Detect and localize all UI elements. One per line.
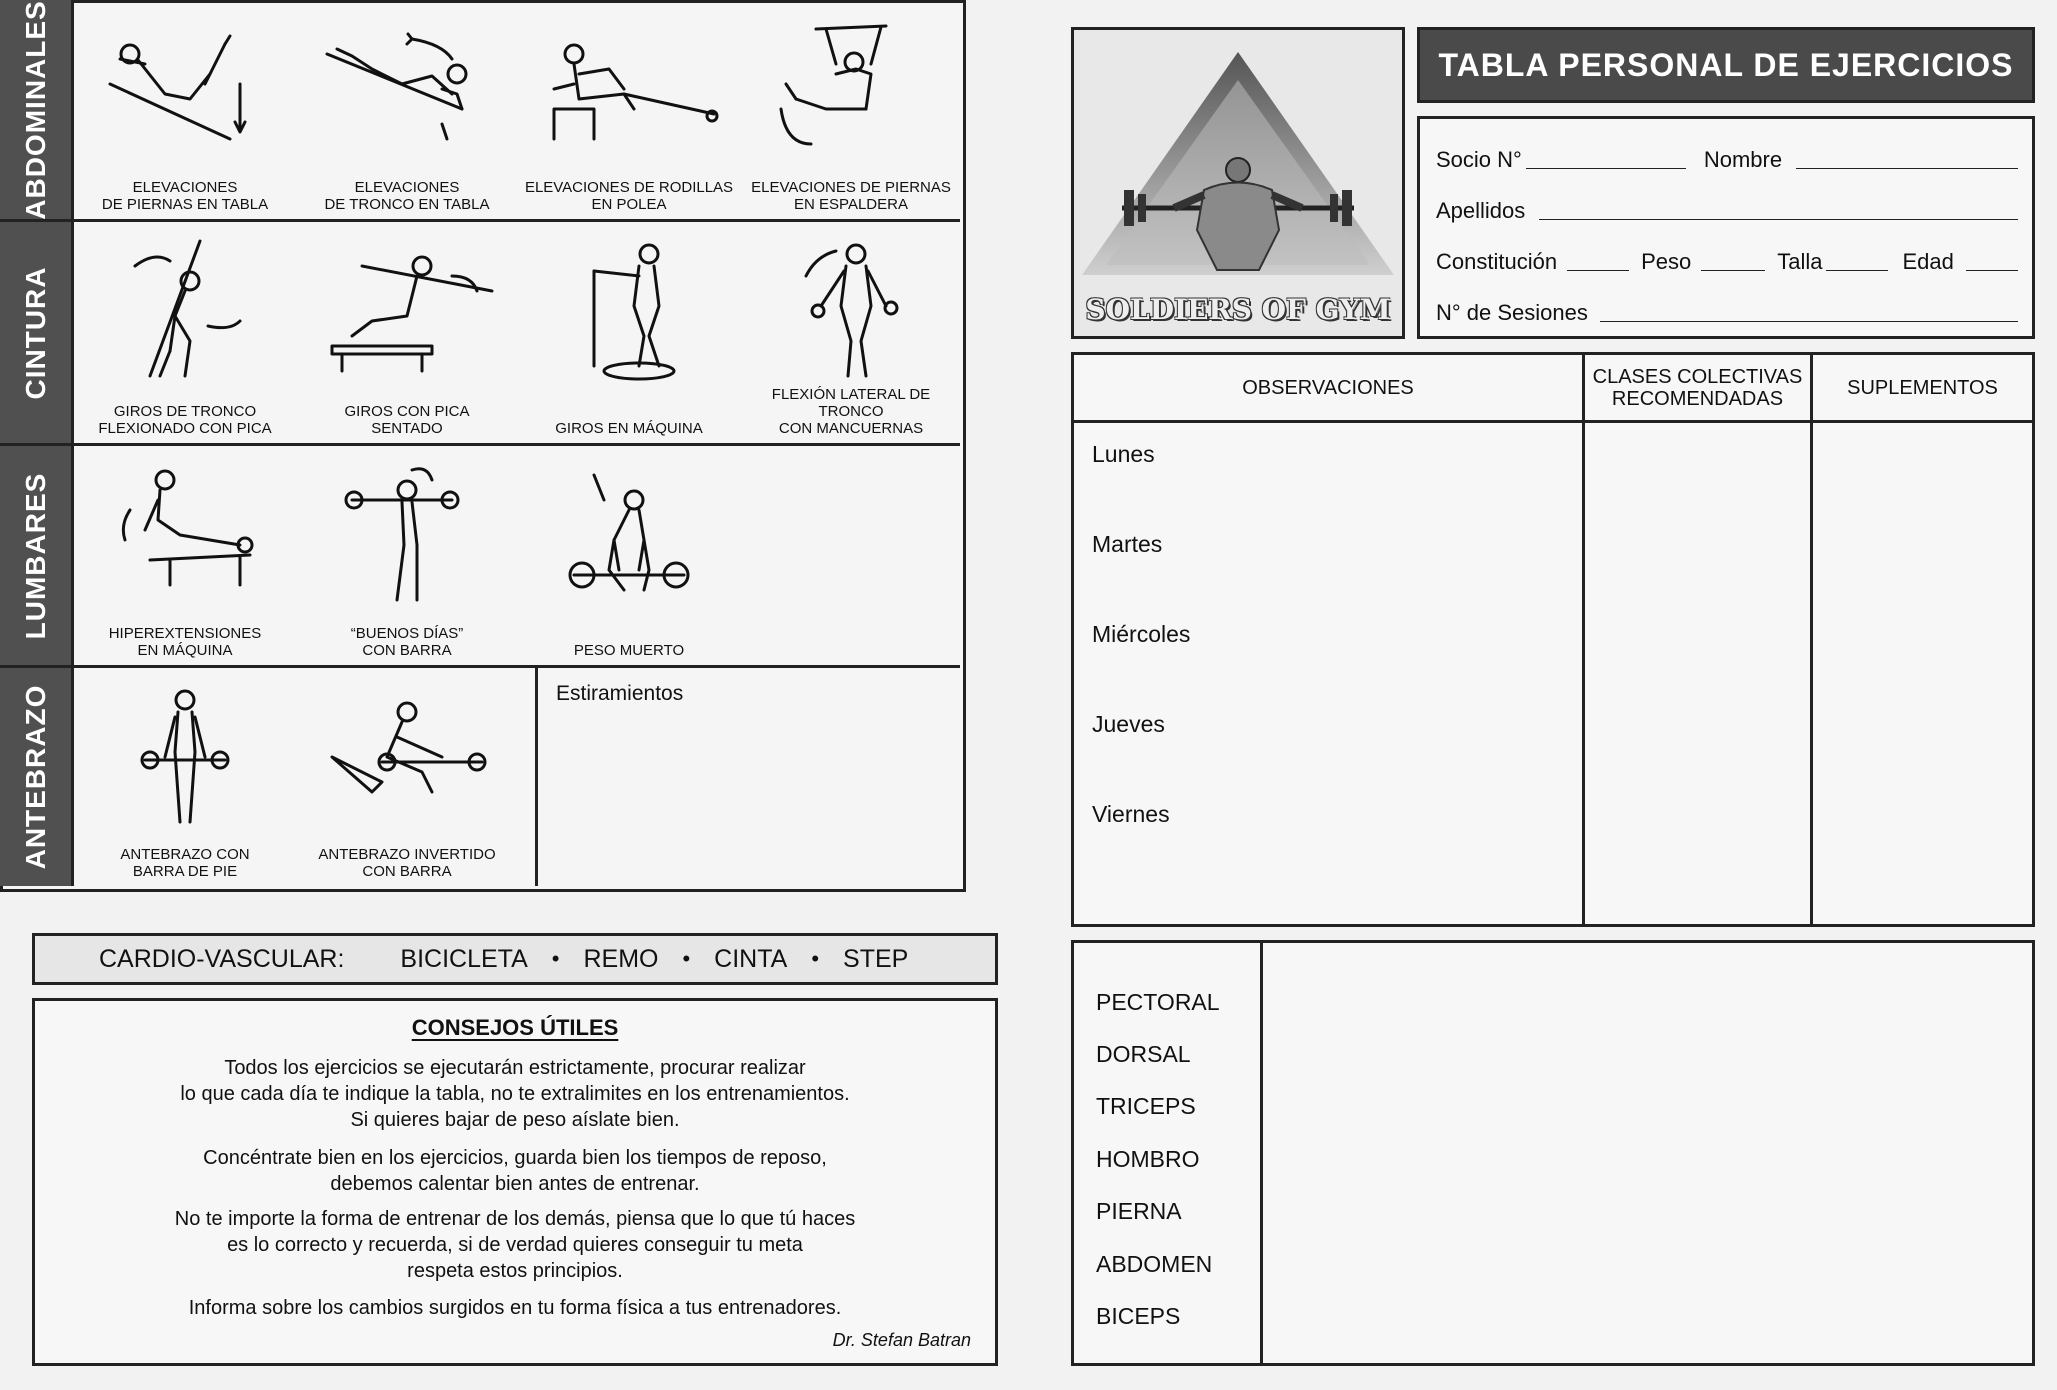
exercise-cell [518, 222, 740, 443]
stretch-label: Estiramientos [556, 682, 684, 705]
exercise-caption: PESO MUERTO [573, 642, 685, 659]
category-row-cintura [0, 222, 960, 446]
exercise-cell [74, 222, 296, 443]
socio-label: Socio N° [1436, 147, 1522, 172]
column-divider [1582, 355, 1585, 924]
exercise-cell [740, 222, 962, 443]
bent-twist-pole-icon [90, 236, 280, 386]
side-bend-dumbbell-icon [756, 236, 946, 386]
exercise-caption: ANTEBRAZO INVERTIDO CON BARRA [318, 846, 496, 880]
category-row-antebrazo [0, 668, 960, 886]
category-label [0, 668, 74, 886]
muscle-table [1071, 940, 2035, 1366]
knee-raise-pulley-icon [534, 14, 724, 164]
exercise-cell [740, 0, 962, 219]
title-bar [1417, 27, 2035, 103]
leg-raise-board-icon [90, 14, 280, 164]
leg-raise-wallbars-icon [756, 14, 946, 164]
exercise-cell [518, 446, 740, 665]
member-form [1417, 116, 2035, 339]
cardio-separator: • [682, 946, 691, 971]
cardio-item: STEP [843, 944, 909, 973]
peso-field[interactable] [1701, 251, 1765, 271]
day-label-viernes: Viernes [1092, 801, 1170, 827]
nombre-field[interactable] [1796, 149, 2018, 169]
form-row [1436, 245, 2018, 275]
exercise-caption: GIROS DE TRONCO FLEXIONADO CON PICA [98, 403, 272, 437]
clases-header: CLASES COLECTIVAS RECOMENDADAS [1585, 355, 1810, 423]
talla-label: Talla [1777, 249, 1823, 274]
bodybuilder-logo-icon [1074, 30, 1402, 336]
form-row [1436, 296, 2018, 326]
advice-paragraph: Todos los ejercicios se ejecutarán estrictamente, procurar realizar lo que cada día te indique la tabla, no te extralimites en los entrenamientos. Si quieres bajar de peso aíslate bien. [180, 1057, 850, 1131]
muscle-label: ABDOMEN [1096, 1251, 1213, 1277]
exercise-cell [296, 446, 518, 665]
exercise-cell [296, 668, 518, 886]
form-row [1436, 194, 2018, 224]
hyperextension-icon [90, 460, 280, 610]
sesiones-field[interactable] [1600, 302, 2018, 322]
suplementos-header: SUPLEMENTOS [1813, 355, 2032, 423]
logo-text: SOLDIERS OF GYM [1085, 293, 1391, 326]
exercise-caption: “BUENOS DÍAS” CON BARRA [350, 625, 464, 659]
apellidos-label: Apellidos [1436, 198, 1526, 223]
observaciones-header: OBSERVACIONES [1074, 355, 1582, 423]
constitucion-label: Constitución [1436, 249, 1558, 274]
stretch-cell [535, 668, 960, 886]
category-row-lumbares [0, 446, 960, 668]
talla-field[interactable] [1826, 251, 1888, 271]
cardio-item: CINTA [714, 944, 788, 973]
exercise-caption: ELEVACIONES DE TRONCO EN TABLA [324, 179, 490, 213]
category-row-abdominales [0, 0, 960, 222]
day-label-jueves: Jueves [1092, 711, 1165, 737]
exercise-cell [296, 0, 518, 219]
nombre-label: Nombre [1703, 147, 1783, 172]
apellidos-field[interactable] [1539, 200, 2018, 220]
advice-paragraph: No te importe la forma de entrenar de los demás, piensa que lo que tú haces es lo correcto y recuerda, si de verdad quieres conseguir tu meta respeta estos principios. [174, 1208, 856, 1282]
advice-title [35, 1015, 995, 1041]
machine-twist-icon [534, 236, 724, 386]
exercise-cell [74, 668, 296, 886]
cardio-item: REMO [583, 944, 659, 973]
category-label [0, 222, 74, 443]
advice-signature: Dr. Stefan Batran [832, 1330, 971, 1350]
day-label-martes: Martes [1092, 531, 1163, 557]
cardio-separator: • [551, 946, 560, 971]
advice-box [32, 998, 998, 1366]
exercise-caption: GIROS EN MÁQUINA [555, 420, 703, 437]
day-label-miercoles: Miércoles [1092, 621, 1191, 647]
reverse-wrist-curl-icon [312, 682, 502, 832]
cardio-item: BICICLETA [400, 944, 528, 973]
form-row [1436, 143, 2018, 173]
exercise-caption: HIPEREXTENSIONES EN MÁQUINA [108, 625, 262, 659]
good-morning-icon [312, 460, 502, 610]
logo-box [1071, 27, 1405, 339]
exercise-cell [296, 222, 518, 443]
exercise-panel [0, 0, 966, 892]
page-title: TABLA PERSONAL DE EJERCICIOS [1438, 46, 2014, 83]
category-label-text: ANTEBRAZO [19, 684, 51, 870]
edad-label: Edad [1902, 249, 1954, 274]
exercise-caption: ANTEBRAZO CON BARRA DE PIE [120, 846, 250, 880]
muscle-label: PIERNA [1096, 1198, 1182, 1224]
exercise-cell [74, 446, 296, 665]
muscle-label: BICEPS [1096, 1303, 1181, 1329]
deadlift-icon [534, 460, 724, 610]
exercise-cell [74, 0, 296, 219]
exercise-caption: GIROS CON PICA SENTADO [344, 403, 470, 437]
exercise-caption: FLEXIÓN LATERAL DE TRONCO CON MANCUERNAS [771, 386, 931, 437]
advice-title-text: CONSEJOS ÚTILES [411, 1015, 619, 1040]
advice-paragraph: Concéntrate bien en los ejercicios, guarda bien los tiempos de reposo, debemos calentar bien antes de entrenar. [203, 1147, 827, 1195]
exercise-caption: ELEVACIONES DE PIERNAS EN TABLA [101, 179, 269, 213]
cardio-bar [32, 933, 998, 985]
day-label-lunes: Lunes [1092, 441, 1155, 467]
muscle-label: PECTORAL [1096, 989, 1220, 1015]
muscle-label: TRICEPS [1096, 1093, 1196, 1119]
column-divider [1260, 943, 1263, 1363]
category-label [0, 0, 74, 219]
socio-field[interactable] [1526, 149, 1686, 169]
edad-field[interactable] [1966, 251, 2018, 271]
seated-twist-pole-icon [312, 236, 502, 386]
sesiones-label: N° de Sesiones [1436, 300, 1588, 325]
muscle-label: DORSAL [1096, 1041, 1191, 1067]
standing-wrist-curl-icon [90, 682, 280, 832]
peso-label: Peso [1641, 249, 1692, 274]
trunk-raise-board-icon [312, 14, 502, 164]
constitucion-field[interactable] [1567, 251, 1629, 271]
observations-table [1071, 352, 2035, 927]
cardio-label: CARDIO-VASCULAR: [99, 944, 345, 973]
exercise-caption: ELEVACIONES DE RODILLAS EN POLEA [524, 179, 734, 213]
category-label-text: LUMBARES [19, 472, 51, 639]
column-divider [1810, 355, 1813, 924]
category-label-text: ABDOMINALES [19, 0, 51, 220]
exercise-cell [518, 0, 740, 219]
exercise-caption: ELEVACIONES DE PIERNAS EN ESPALDERA [751, 179, 951, 213]
category-label [0, 446, 74, 665]
cardio-separator: • [811, 946, 820, 971]
muscle-label: HOMBRO [1096, 1146, 1200, 1172]
advice-paragraph: Informa sobre los cambios surgidos en tu forma física a tus entrenadores. [188, 1297, 842, 1319]
category-label-text: CINTURA [19, 266, 51, 399]
